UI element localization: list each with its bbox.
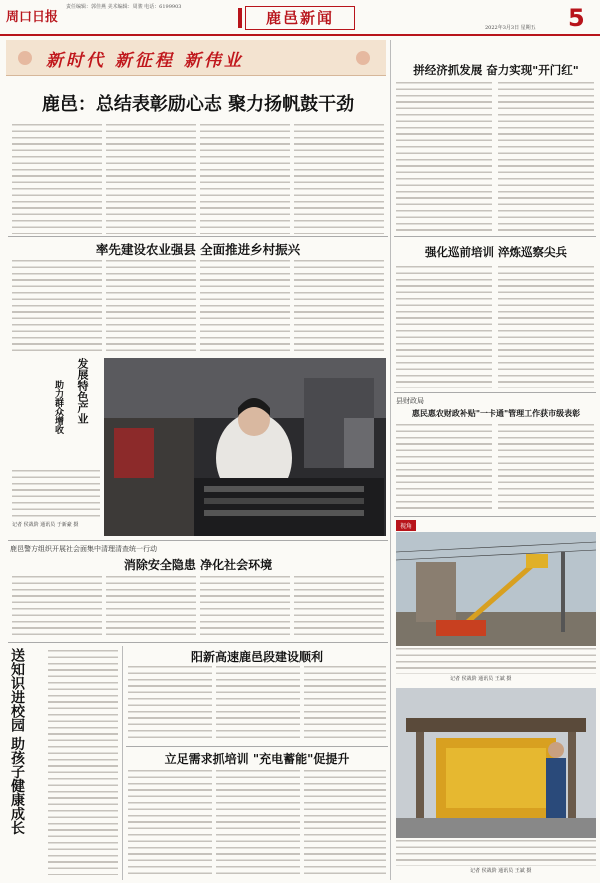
- police-body-col1: [12, 576, 102, 640]
- right-top-body-col2: [498, 82, 594, 232]
- lead-headline: 鹿邑：总结表彰励心志 聚力扬帆鼓干劲: [41, 94, 355, 115]
- expressway-headline: 阳新高速鹿邑段建设顺利: [190, 650, 323, 664]
- theme-banner: [6, 40, 386, 76]
- divider: [394, 392, 596, 393]
- police-body-col4: [294, 576, 384, 640]
- police-kicker: 鹿邑警方组织开展社会面集中清理清查统一行动: [10, 545, 157, 553]
- finance-body-col1: [396, 424, 492, 512]
- expressway-body-col1: [128, 666, 212, 742]
- feature-vertical-title: 发展特色产业: [76, 358, 89, 424]
- feature-byline: 记者 侯战阶 通讯员 于新豪 摄: [12, 522, 79, 528]
- school-body: [48, 650, 118, 875]
- training-headline: 立足需求抓培训 "充电蓄能"促提升: [164, 752, 350, 766]
- training-body-col3: [304, 770, 386, 878]
- expressway-body-col2: [216, 666, 300, 742]
- corner-byline-top: 记者 侯战阶 通讯员 王斌 摄: [450, 676, 512, 682]
- expressway-body-col3: [304, 666, 386, 742]
- divider: [8, 642, 388, 643]
- divider: [8, 540, 388, 541]
- section-title: 鹿邑新闻: [245, 6, 355, 30]
- masthead-meta: 责任编辑：郭佳燕 美术编辑：周骏 电话：6199903: [66, 4, 182, 10]
- training-body-col2: [216, 770, 300, 878]
- corner-caption-bottom: [396, 840, 596, 866]
- corner-photo-top: [396, 532, 596, 646]
- banner-deco-icon: [18, 51, 32, 65]
- finance-kicker: 县财政局: [396, 397, 424, 405]
- right-top-headline: 拼经济抓发展 奋力实现"开门红": [413, 63, 579, 77]
- masthead: 周口日报: [6, 10, 59, 25]
- lead-body-col3: [200, 124, 290, 234]
- lead-body-col4: [294, 124, 384, 234]
- divider: [394, 236, 596, 237]
- agri-body-col4: [294, 260, 384, 352]
- divider: [126, 746, 388, 747]
- feature-caption-text: [12, 470, 100, 520]
- police-body-col2: [106, 576, 196, 640]
- feature-vertical-sub: 助力群众增收: [53, 380, 63, 434]
- lead-body-col2: [106, 124, 196, 234]
- agri-body-col2: [106, 260, 196, 352]
- right-top-body-col1: [396, 82, 492, 232]
- agri-body-col3: [200, 260, 290, 352]
- divider: [122, 646, 123, 880]
- divider: [390, 40, 391, 880]
- finance-body-col2: [498, 424, 594, 512]
- issue-date: 2022年3月3日 星期五: [485, 25, 536, 31]
- lead-body-col1: [12, 124, 102, 234]
- right-mid-body-col2: [498, 266, 594, 388]
- corner-caption-top: [396, 648, 596, 674]
- divider: [8, 236, 388, 237]
- police-body-col3: [200, 576, 290, 640]
- corner-byline-bottom: 记者 侯战阶 通讯员 王斌 摄: [470, 868, 532, 874]
- school-vertical-title: 送知识进校园 助孩子健康成长: [9, 648, 25, 835]
- training-body-col1: [128, 770, 212, 878]
- photo-corner-tag: 视角: [396, 520, 416, 531]
- feature-photo: [104, 358, 386, 536]
- agri-headline: 率先建设农业强县 全面推进乡村振兴: [95, 242, 301, 257]
- finance-headline: 惠民惠农财政补贴"一卡通"管理工作获市级表彰: [411, 408, 581, 418]
- police-headline: 消除安全隐患 净化社会环境: [123, 558, 273, 572]
- divider: [394, 516, 596, 517]
- right-mid-body-col1: [396, 266, 492, 388]
- corner-photo-bottom: [396, 688, 596, 838]
- page-header: [0, 0, 600, 36]
- right-mid-headline: 强化巡前培训 淬炼巡察尖兵: [424, 245, 567, 259]
- banner-slogan: 新时代 新征程 新伟业: [46, 51, 244, 71]
- page-number: 5: [568, 4, 585, 32]
- banner-deco-icon: [356, 51, 370, 65]
- section-mark: [238, 8, 242, 28]
- agri-body-col1: [12, 260, 102, 352]
